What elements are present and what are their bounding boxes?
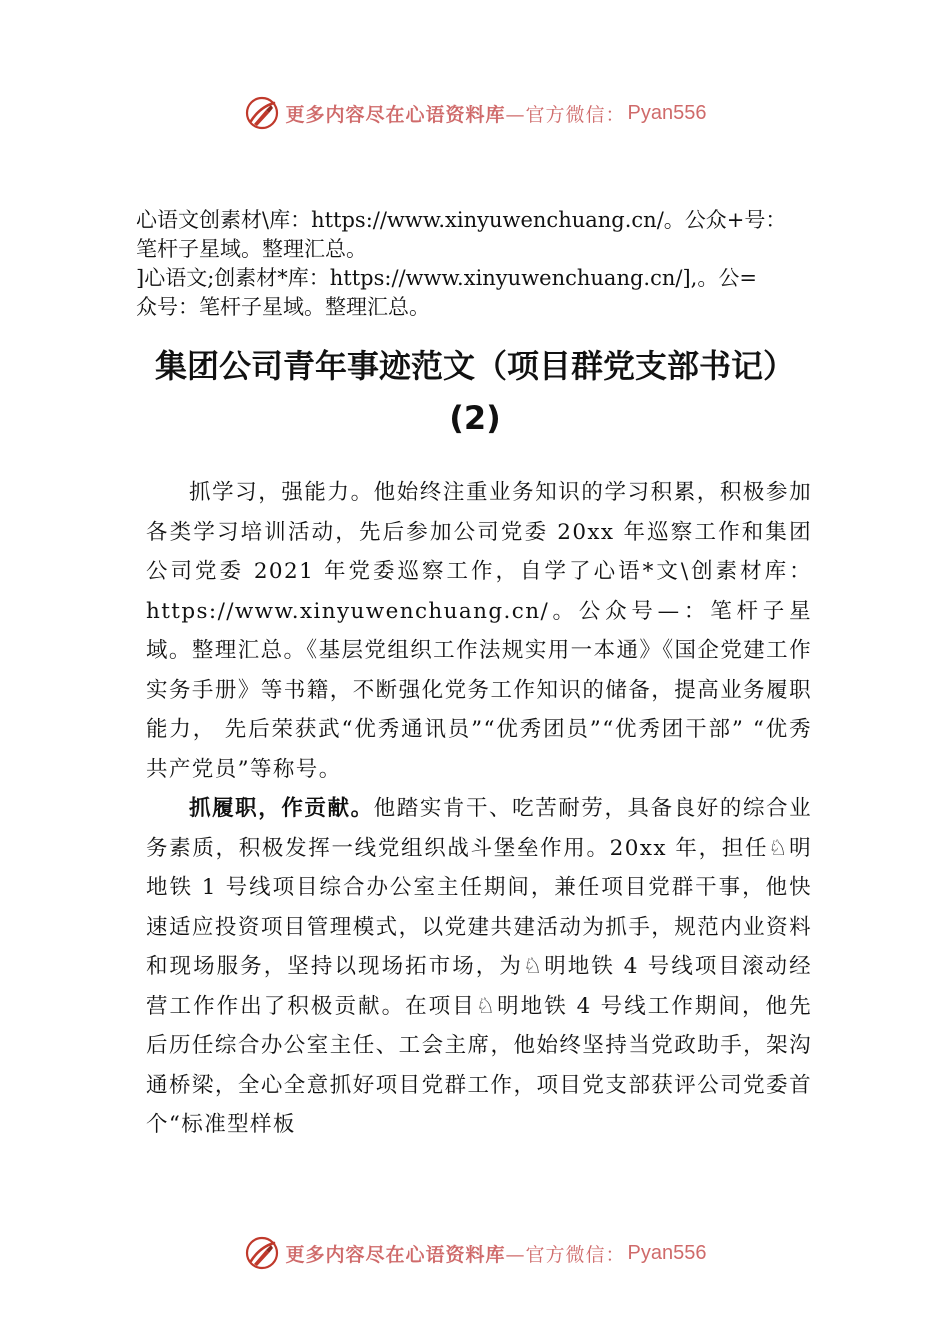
header-banner-suffix: —官方微信： bbox=[505, 103, 626, 126]
paragraph-2 bbox=[146, 789, 812, 1145]
paragraph-2-lead: 抓履职，作贡献。 bbox=[189, 796, 374, 821]
paragraph-1-text: 抓学习，强能力。他始终注重业务知识的学习积累，积极参加各类学习培训活动，先后参加公司党委 20xx 年巡察工作和集团公司党委 2021 年党委巡察工作，自学了心语*文\创素材库：https://www.xinyuwenchuang.cn/。公众号—：笔杆子星域。整理汇总。《基层党组织工作法规实用一本通》《国企党建工作实务手册》等书籍，不断强化党务工作知识的储备，提高业务履职能力， 先后荣获武“优秀通讯员”“优秀团员”“优秀团干部” “优秀共产党员”等称号。 bbox=[146, 480, 812, 782]
paragraph-2-text: 他踏实肯干、吃苦耐劳，具备良好的综合业务素质，积极发挥一线党组织战斗堡垒作用。20xx 年，担任♘明地铁 1 号线项目综合办公室主任期间，兼任项目党群干事，他快速适应投资项目管理模式，以党建共建活动为抓手，规范内业资料和现场服务，坚持以现场拓市场，为♘明地铁 4 号线项目滚动经营工作作出了积极贡献。在项目♘明地铁 4 号线工作期间，他先后历任综合办公室主任、工会主席，他始终坚持当党政助手，架沟通桥梁，全心全意抓好项目党群工作，项目党支部获评公司党委首个“标准型样板 bbox=[146, 796, 813, 1137]
source-line-1: 心语文创素材\库：https://www.xinyuwenchuang.cn/。公众+号： bbox=[136, 208, 787, 232]
footer-banner bbox=[0, 1232, 950, 1274]
footer-banner-suffix: —官方微信： bbox=[505, 1243, 626, 1266]
paragraph-1 bbox=[146, 473, 812, 789]
document-title bbox=[60, 340, 890, 444]
pen-logo-icon bbox=[244, 1235, 280, 1271]
header-banner bbox=[0, 92, 950, 134]
source-line-2: 笔杆子星域。整理汇总。 bbox=[136, 237, 367, 261]
header-banner-content bbox=[244, 95, 707, 131]
source-line-3: ]心语文;创素材*库：https://www.xinyuwenchuang.cn/],。公= bbox=[136, 266, 757, 290]
footer-banner-text: 更多内容尽在心语资料库 bbox=[285, 1243, 506, 1266]
document-body bbox=[146, 473, 812, 1145]
footer-banner-content bbox=[244, 1235, 707, 1271]
footer-wechat-id: Pyan556 bbox=[627, 1241, 707, 1264]
source-line-4: 众号：笔杆子星域。整理汇总。 bbox=[136, 295, 430, 319]
pen-logo-icon bbox=[244, 95, 280, 131]
title-line-1: 集团公司青年事迹范文（项目群党支部书记） bbox=[154, 347, 795, 385]
source-note bbox=[136, 206, 876, 322]
header-wechat-id: Pyan556 bbox=[627, 101, 707, 124]
title-line-2: (2) bbox=[449, 399, 501, 437]
header-banner-text: 更多内容尽在心语资料库 bbox=[285, 103, 506, 126]
